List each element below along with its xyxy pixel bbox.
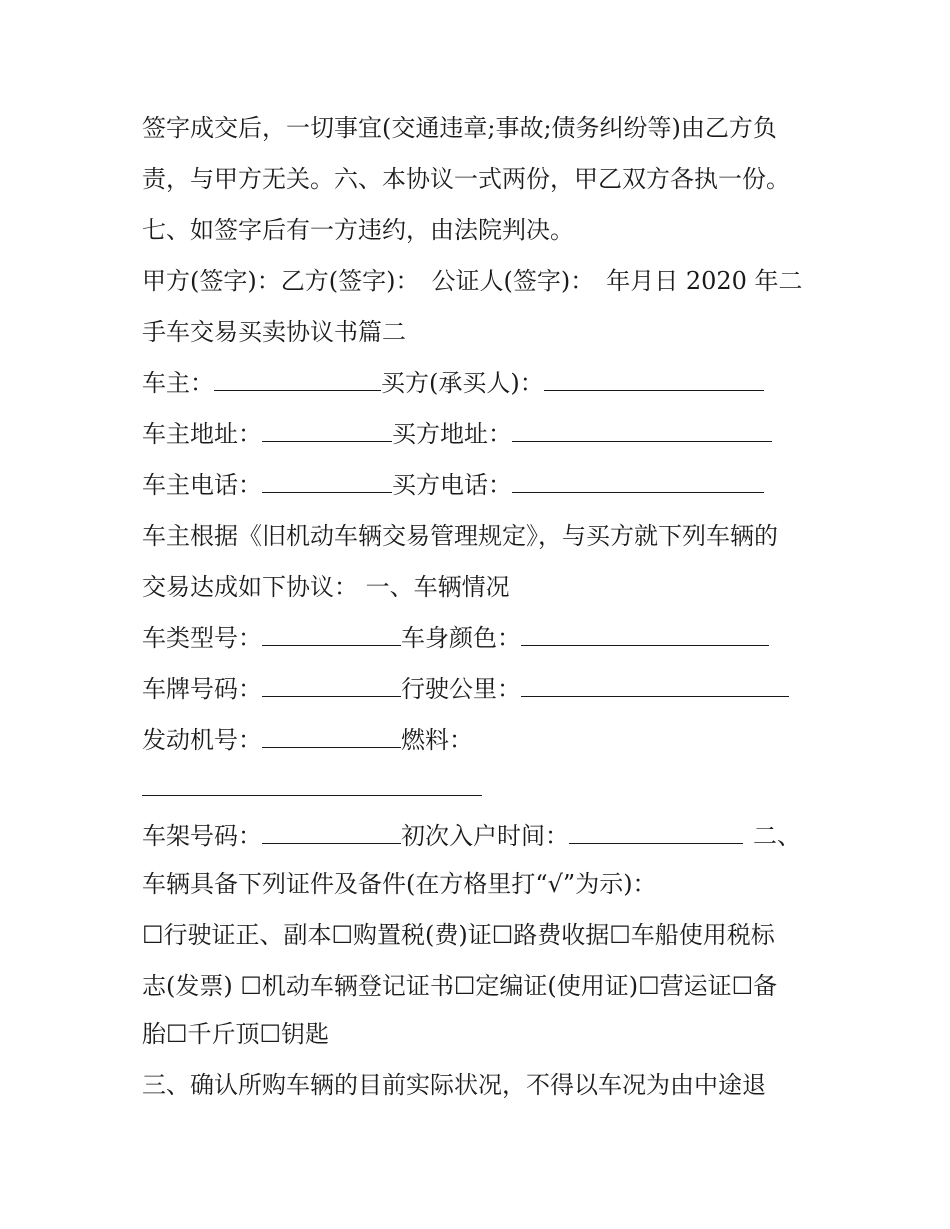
party-a-signature-label: 甲方(签字)：	[142, 267, 281, 295]
buyer-address-label: 买方地址：	[392, 420, 512, 448]
color-label: 车身颜色：	[401, 624, 521, 652]
owner-address-blank[interactable]	[262, 419, 392, 442]
plate-blank[interactable]	[262, 674, 401, 697]
mileage-blank[interactable]	[521, 674, 789, 697]
paragraph-line: 三、确认所购车辆的目前实际状况，不得以车况为由中途退	[142, 1071, 766, 1099]
frame-row	[142, 816, 801, 856]
signature-line	[142, 261, 803, 301]
buyer-blank[interactable]	[544, 368, 764, 391]
checklist-line: ☐行驶证正、副本☐购置税(费)证☐路费收据☐车船使用税标	[142, 921, 775, 949]
paragraph-line: 交易达成如下协议： 一、车辆情况	[142, 573, 510, 601]
address-row	[142, 414, 772, 454]
model-blank[interactable]	[262, 623, 401, 646]
paragraph-line: 签字成交后，一切事宜(交通违章;事故;债务纠纷等)由乙方负	[142, 114, 777, 142]
owner-phone-blank[interactable]	[262, 470, 392, 493]
fuel-label: 燃料：	[401, 726, 473, 754]
buyer-phone-blank[interactable]	[512, 470, 764, 493]
owner-phone-label: 车主电话：	[142, 471, 262, 499]
checklist-line: 志(发票) ☐机动车辆登记证书☐定编证(使用证)☐营运证☐备	[142, 972, 778, 1000]
model-label: 车类型号：	[142, 624, 262, 652]
register-time-label: 初次入户时间：	[401, 822, 569, 850]
plate-row	[142, 669, 789, 709]
model-row	[142, 618, 769, 658]
paragraph-line: 车主根据《旧机动车辆交易管理规定》，与买方就下列车辆的	[142, 522, 778, 550]
notary-signature-label: 公证人(签字)：	[431, 267, 595, 295]
paragraph-line: 车辆具备下列证件及备件(在方格里打“√”为示)：	[142, 870, 657, 898]
buyer-label: 买方(承买人)：	[381, 369, 544, 397]
engine-label: 发动机号：	[142, 726, 262, 754]
phone-row	[142, 465, 764, 505]
owner-address-label: 车主地址：	[142, 420, 262, 448]
owner-row	[142, 363, 764, 403]
frame-label: 车架号码：	[142, 822, 262, 850]
mileage-label: 行驶公里：	[401, 675, 521, 703]
register-time-blank[interactable]	[569, 821, 743, 844]
color-blank[interactable]	[521, 623, 769, 646]
engine-blank[interactable]	[262, 725, 401, 748]
section-title: 手车交易买卖协议书篇二	[142, 318, 406, 346]
fuel-blank-row	[142, 768, 482, 808]
section-two-label: 二、	[753, 822, 801, 850]
engine-row	[142, 720, 473, 760]
buyer-phone-label: 买方电话：	[392, 471, 512, 499]
owner-blank[interactable]	[214, 368, 381, 391]
fuel-blank[interactable]	[142, 773, 482, 796]
paragraph-line: 七、如签字后有一方违约，由法院判决。	[142, 216, 574, 244]
paragraph-line: 责，与甲方无关。六、本协议一式两份，甲乙双方各执一份。	[142, 165, 790, 193]
checklist-line: 胎☐千斤顶☐钥匙	[142, 1020, 330, 1048]
owner-label: 车主：	[142, 369, 214, 397]
plate-label: 车牌号码：	[142, 675, 262, 703]
frame-blank[interactable]	[262, 821, 401, 844]
party-b-signature-label: 乙方(签字)：	[280, 267, 420, 295]
buyer-address-blank[interactable]	[512, 419, 772, 442]
date-label: 年月日 2020 年二	[606, 267, 803, 295]
